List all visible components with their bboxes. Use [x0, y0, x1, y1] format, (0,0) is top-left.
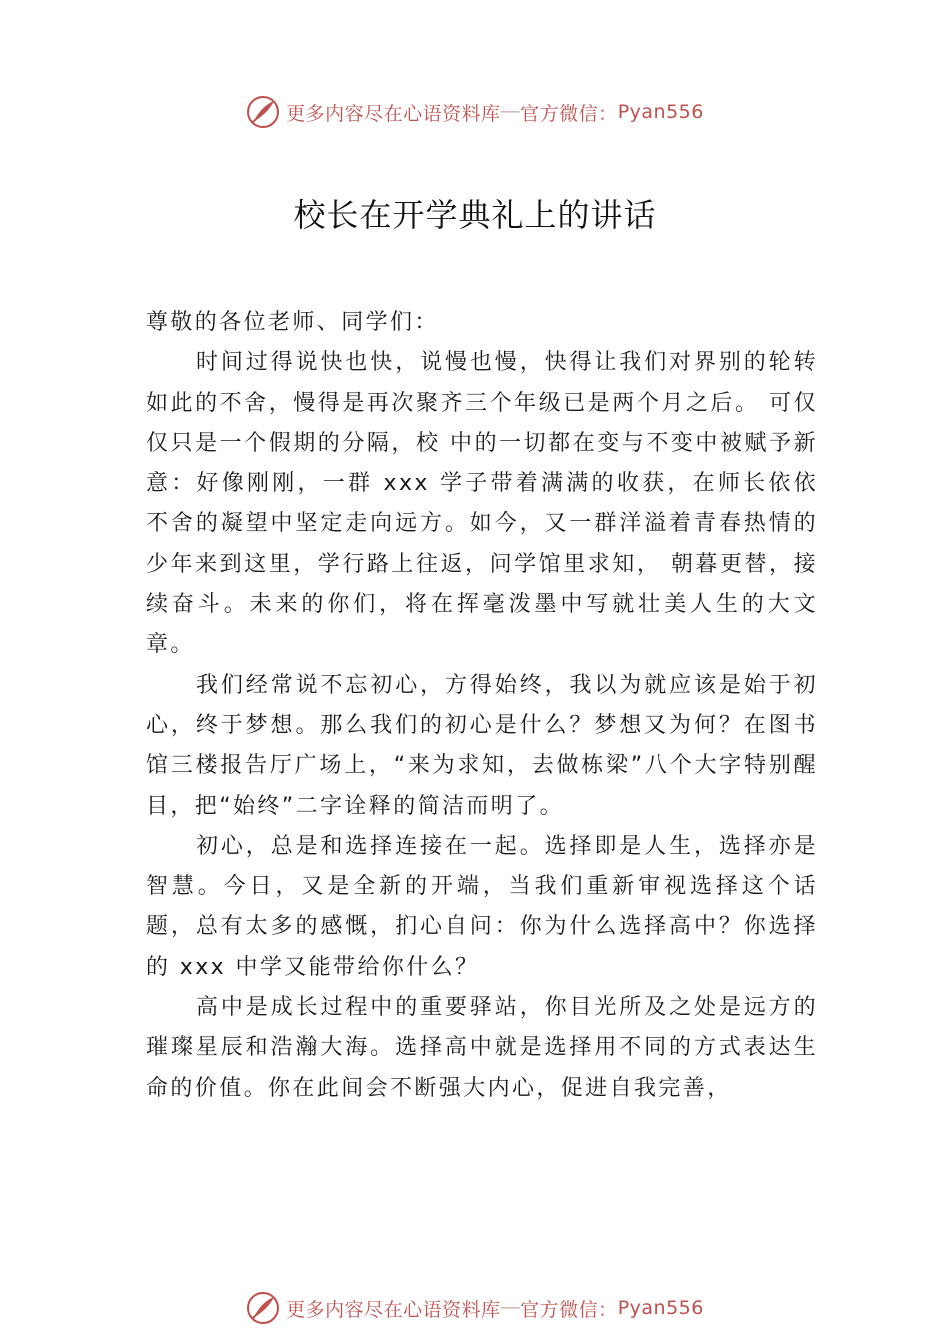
paragraph: 初心，总是和选择连接在一起。选择即是人生，选择亦是智慧。今日，又是全新的开端，当我们重新审视选择这个话题，总有太多的感慨，扪心自问：你为什么选择高中？你选择的 xxx 中学又能带给你什么？ — [146, 833, 818, 980]
banner-brand: 更多内容尽在心语资料库 — [286, 1298, 501, 1321]
document-title: 校长在开学典礼上的讲话 — [293, 196, 657, 234]
quill-logo-icon — [246, 95, 280, 129]
banner-brand: 更多内容尽在心语资料库 — [286, 102, 501, 125]
header-banner — [0, 92, 950, 132]
salutation: 尊敬的各位老师、同学们： — [146, 310, 439, 335]
banner-separator: — — [500, 1297, 521, 1318]
document-body — [146, 303, 818, 1109]
banner-separator: — — [500, 101, 521, 122]
banner-wechat-label: 官方微信： — [520, 102, 618, 125]
paragraph: 时间过得说快也快，说慢也慢，快得让我们对界别的轮转如此的不舍，慢得是再次聚齐三个年级已是两个月之后。 可仅仅只是一个假期的分隔，校 中的一切都在变与不变中被赋予新意：好像刚刚，一群 xxx 学子带着满满的收获，在师长依依不舍的凝望中坚定走向远方。如今，又一群洋溢着青春热情的少年来到这里，学行路上往返，问学馆里求知， 朝暮更替，接续奋斗。未来的你们，将在挥毫泼墨中写就壮美人生的大文章。 — [146, 350, 818, 658]
paragraph: 我们经常说不忘初心，方得始终，我以为就应该是始于初心，终于梦想。那么我们的初心是什么？梦想又为何？在图书馆三楼报告厅广场上，“来为求知，去做栋梁”八个大字特别醒目，把“始终”二字诠释的简洁而明了。 — [146, 672, 818, 819]
banner-wechat-id: Pyan556 — [617, 1297, 704, 1319]
banner-wechat-label: 官方微信： — [520, 1298, 618, 1321]
banner-wechat-id: Pyan556 — [617, 101, 704, 123]
paragraph: 高中是成长过程中的重要驿站，你目光所及之处是远方的璀璨星辰和浩瀚大海。选择高中就是选择用不同的方式表达生命的价值。你在此间会不断强大内心，促进自我完善， — [146, 995, 818, 1101]
footer-banner — [0, 1288, 950, 1328]
quill-logo-icon — [246, 1291, 280, 1325]
